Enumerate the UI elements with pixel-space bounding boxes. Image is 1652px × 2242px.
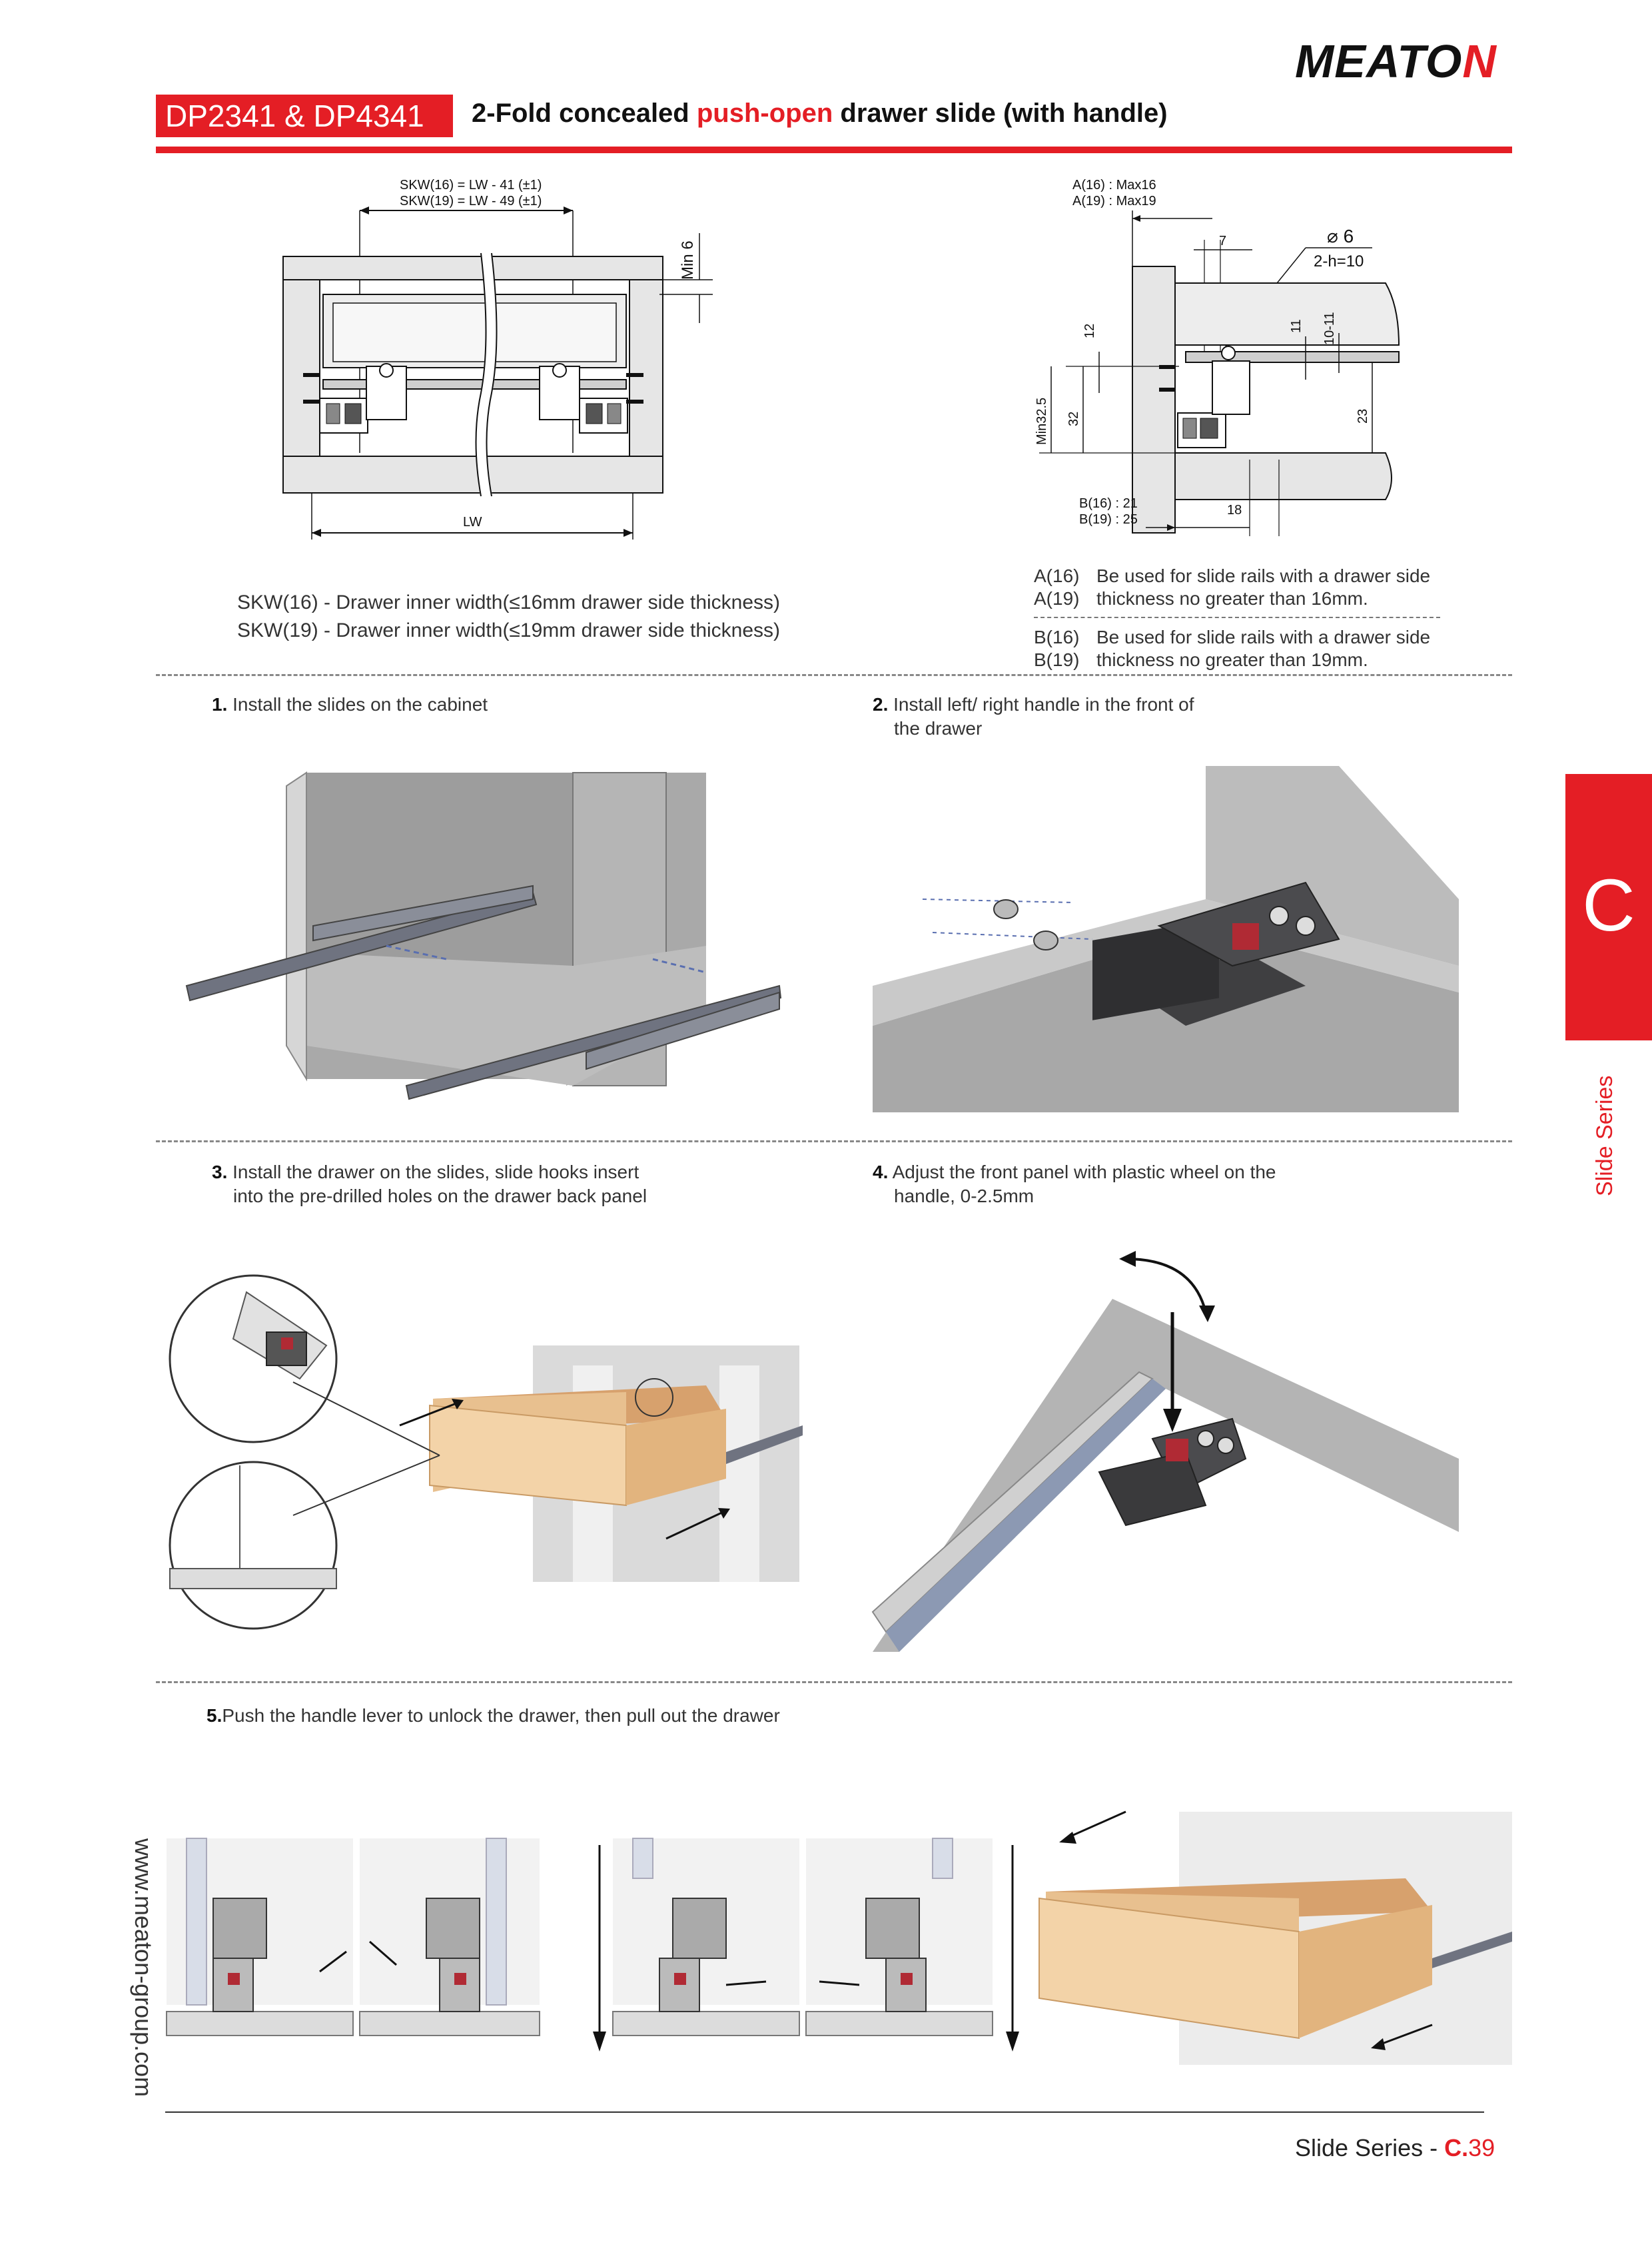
b16-text: Be used for slide rails with a drawer side <box>1096 627 1431 647</box>
step-3-line-1: Install the drawer on the slides, slide hooks insert <box>227 1162 639 1182</box>
b16-row <box>1034 626 1440 649</box>
a19-code: A(19) <box>1034 588 1080 609</box>
skw19-label: SKW(19) = LW - 49 (±1) <box>400 194 542 208</box>
a16-row <box>1034 565 1440 587</box>
section-tab-label <box>1592 1063 1632 1196</box>
min6-label: Min 6 <box>679 240 697 280</box>
dim-32-label: 32 <box>1066 411 1081 426</box>
title-pre: 2-Fold concealed <box>472 99 697 128</box>
step-1-caption <box>212 693 488 717</box>
lw-label: LW <box>463 515 482 530</box>
dim-7-label: 7 <box>1219 234 1227 248</box>
a-b-separator <box>1034 617 1440 618</box>
step-2-illustration <box>873 766 1459 1112</box>
step-2-line-2: the drawer <box>894 718 983 739</box>
step-4-number: 4. <box>873 1162 889 1182</box>
dim-10-11-label: 10-11 <box>1322 312 1337 345</box>
step-5-caption <box>206 1704 780 1728</box>
a19-label: A(19) : Max19 <box>1072 194 1156 208</box>
b16-label: B(16) : 21 <box>1079 496 1138 511</box>
step-4-line-1: Adjust the front panel with plastic wheel on the <box>888 1162 1276 1182</box>
logo-accent: N <box>1462 35 1497 87</box>
section-divider-3 <box>156 1681 1512 1683</box>
b16-code: B(16) <box>1034 627 1080 647</box>
model-tag: DP2341 & DP4341 <box>156 95 453 137</box>
title-highlight: push-open <box>696 99 833 128</box>
mounting-detail-diagram <box>1026 173 1399 546</box>
step-4-illustration <box>873 1239 1459 1659</box>
title-post: drawer slide (with handle) <box>833 99 1168 128</box>
step-3-number: 3. <box>212 1162 228 1182</box>
b19-text: thickness no greater than 19mm. <box>1096 649 1368 670</box>
step-4-line-2: handle, 0-2.5mm <box>894 1186 1034 1206</box>
dim-23-label: 23 <box>1356 408 1370 424</box>
step-1-illustration <box>187 766 806 1099</box>
page-footer <box>1295 2134 1495 2162</box>
a19-row <box>1034 587 1440 610</box>
b19-label: B(19) : 25 <box>1079 512 1138 527</box>
website-url-text: www.meaton-group.com <box>130 1838 157 2097</box>
step-2-caption <box>873 693 1194 741</box>
step-2-line-1: Install left/ right handle in the front of <box>888 694 1194 715</box>
step-3-illustration <box>200 1266 813 1639</box>
step-3-caption <box>212 1160 647 1208</box>
skw16-description: SKW(16) - Drawer inner width(≤16mm drawer side thickness) <box>237 591 781 613</box>
section-tab-label-text: Slide Series <box>1592 1075 1617 1196</box>
website-url <box>131 1838 171 2118</box>
logo-text: MEATO <box>1295 35 1463 87</box>
a16-label: A(16) : Max16 <box>1072 178 1156 192</box>
page-title <box>472 99 1168 129</box>
b19-row <box>1034 649 1440 671</box>
diameter-label: ⌀ 6 <box>1327 226 1354 246</box>
skw16-label: SKW(16) = LW - 41 (±1) <box>400 178 542 192</box>
footer-prefix: Slide Series - <box>1295 2134 1445 2161</box>
footer-section: C. <box>1444 2134 1469 2161</box>
b19-code: B(19) <box>1034 649 1080 670</box>
header-rule <box>156 147 1512 153</box>
holes-label: 2-h=10 <box>1314 252 1364 270</box>
cabinet-width-diagram <box>266 173 719 546</box>
dim-11-label: 11 <box>1289 319 1304 333</box>
section-divider-2 <box>156 1140 1512 1142</box>
step-1-number: 1. <box>212 694 228 715</box>
step-4-caption <box>873 1160 1276 1208</box>
footer-page-number: 39 <box>1468 2134 1495 2161</box>
brand-logo <box>1295 35 1497 88</box>
skw19-description: SKW(19) - Drawer inner width(≤19mm drawer side thickness) <box>237 619 781 641</box>
step-1-text: Install the slides on the cabinet <box>227 694 488 715</box>
a19-text: thickness no greater than 16mm. <box>1096 588 1368 609</box>
a-b-notes <box>1034 565 1440 671</box>
dim-12-label: 12 <box>1082 323 1097 338</box>
footer-rule <box>165 2111 1484 2113</box>
dim-18-label: 18 <box>1227 503 1242 518</box>
section-divider-1 <box>156 674 1512 676</box>
step-5-text: Push the handle lever to unlock the drawer, then pull out the drawer <box>222 1705 780 1726</box>
step-3-line-2: into the pre-drilled holes on the drawer back panel <box>233 1186 647 1206</box>
min32-5-label: Min32.5 <box>1034 397 1049 445</box>
step-5-illustration <box>167 1798 1512 2078</box>
section-tab-letter: C <box>1582 865 1635 946</box>
step-5-number: 5. <box>206 1705 222 1726</box>
step-2-number: 2. <box>873 694 889 715</box>
a16-text: Be used for slide rails with a drawer side <box>1096 565 1431 586</box>
a16-code: A(16) <box>1034 565 1080 586</box>
